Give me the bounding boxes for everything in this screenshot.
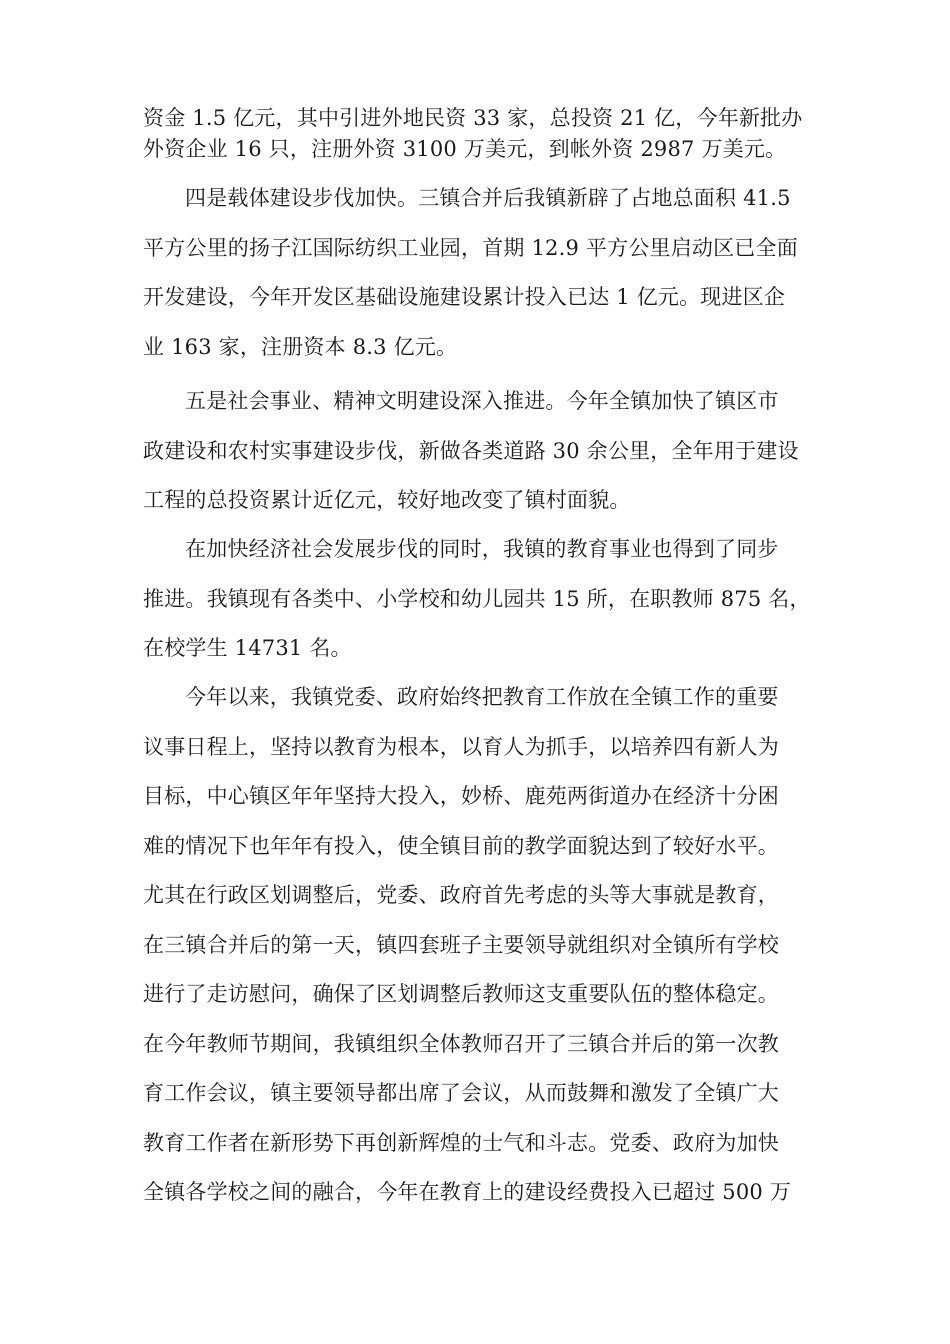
text-line: 政建设和农村实事建设步伐，新做各类道路 30 余公里，全年用于建设 [143,438,799,463]
text-line: 进行了走访慰问，确保了区划调整后教师这支重要队伍的整体稳定。 [143,982,779,1006]
text-line: 尤其在行政区划调整后，党委、政府首先考虑的头等大事就是教育， [143,883,779,907]
text-line: 在今年教师节期间，我镇组织全体教师召开了三镇合并后的第一次教 [143,1031,779,1056]
text-line: 教育工作者在新形势下再创新辉煌的士气和斗志。党委、政府为加快 [143,1130,779,1155]
text-line: 育工作会议，镇主要领导都出席了会议，从而鼓舞和激发了全镇广大 [143,1081,779,1105]
text-line: 推进。我镇现有各类中、小学校和幼儿园共 15 所，在职教师 875 名， [143,586,811,611]
text-line: 目标，中心镇区年年坚持大投入，妙桥、鹿苑两街道办在经济十分困 [143,784,779,808]
text-line: 五是社会事业、精神文明建设深入推进。今年全镇加快了镇区市 [185,389,779,413]
paragraph-carrier-construction [143,174,823,372]
text-line: 资金 1.5 亿元，其中引进外地民资 33 家，总投资 21 亿，今年新批办 [143,106,803,130]
text-line: 在三镇合并后的第一天，镇四套班子主要领导就组织对全镇所有学校 [143,932,779,957]
text-line: 业 163 家，注册资本 8.3 亿元。 [143,334,458,359]
text-line: 平方公里的扬子江国际纺织工业园，首期 12.9 平方公里启动区已全面 [143,235,798,260]
paragraph-education-progress [143,525,823,674]
text-line: 在加快经济社会发展步伐的同时，我镇的教育事业也得到了同步 [185,537,779,561]
text-line: 工程的总投资累计近亿元，较好地改变了镇村面貌。 [143,488,631,512]
paragraph-education-work [143,673,823,1218]
paragraph-social-affairs [143,377,823,526]
text-line: 议事日程上，坚持以教育为根本，以育人为抓手，以培养四有新人为 [143,734,779,759]
text-line: 全镇各学校之间的融合，今年在教育上的建设经费投入已超过 500 万 [143,1180,792,1204]
text-line: 四是载体建设步伐加快。三镇合并后我镇新辟了占地总面积 41.5 [185,186,791,210]
text-line: 开发建设，今年开发区基础设施建设累计投入已达 1 亿元。现进区企 [143,285,786,309]
text-line: 外资企业 16 只，注册外资 3100 万美元，到帐外资 2987 万美元。 [143,137,787,161]
text-line: 难的情况下也年年有投入，使全镇目前的教学面貌达到了较好水平。 [143,833,779,858]
text-line: 在校学生 14731 名。 [143,636,352,660]
text-line: 今年以来，我镇党委、政府始终把教育工作放在全镇工作的重要 [185,685,779,709]
lead-paragraph [143,103,823,165]
